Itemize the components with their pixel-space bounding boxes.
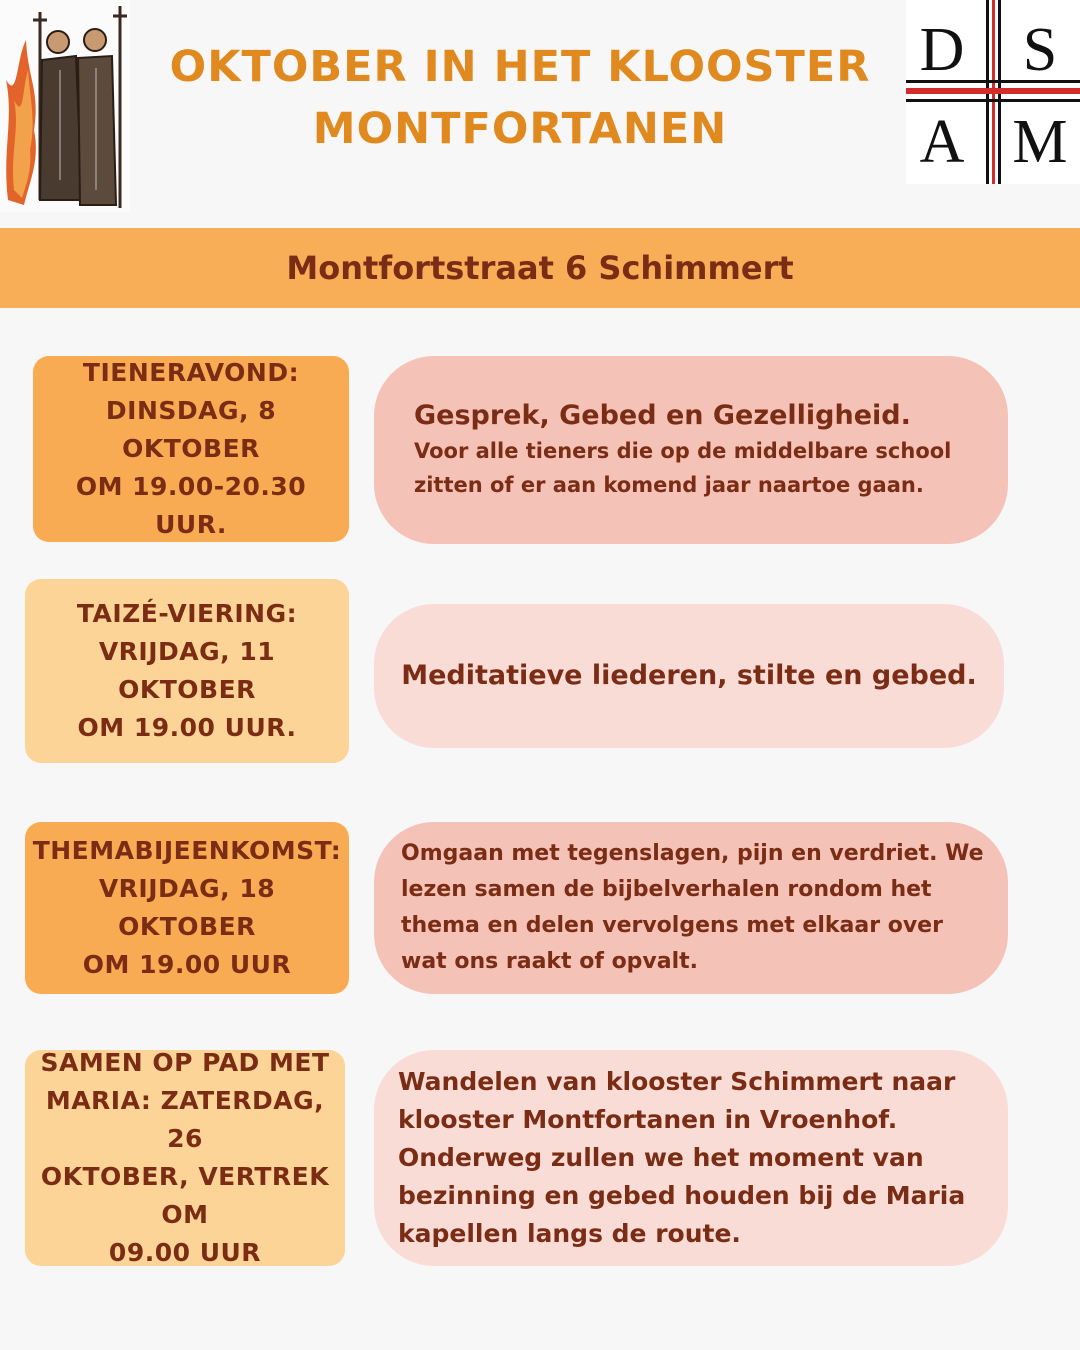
logo-letter-m: M [1012, 108, 1068, 176]
dsam-logo [906, 0, 1080, 184]
page-title [150, 36, 890, 160]
event-date-4: SAMEN OP PAD MET MARIA: ZATERDAG, 26 OKTOBER, VERTREK OM 09.00 UUR [40, 1048, 330, 1267]
logo-letter-s: S [1022, 16, 1058, 84]
address-text: Montfortstraat 6 Schimmert [286, 249, 794, 287]
event-date-3: THEMABIJEENKOMST: VRIJDAG, 18 OKTOBER OM 19.00 UUR [32, 836, 342, 979]
logo-letter-d: D [919, 16, 965, 84]
title-line-2: MONTFORTANEN [312, 104, 728, 154]
event-description-box-4 [374, 1050, 1008, 1266]
event-text-2: Meditatieve liederen, stilte en gebed. [401, 660, 977, 691]
event-date-box-1 [33, 356, 349, 542]
title-line-1: OKTOBER IN HET KLOOSTER [169, 42, 871, 92]
event-description-box-2 [374, 604, 1004, 748]
event-date-2: TAIZÉ-VIERING: VRIJDAG, 11 OKTOBER OM 19.00 UUR. [76, 599, 298, 742]
event-text-4: Wandelen van klooster Schimmert naar klooster Montfortanen in Vroenhof. Onderweg zullen we het moment van bezinning en gebed houden bij de Maria kapellen langs de route. [398, 1067, 966, 1248]
logo-letter-a: A [919, 108, 965, 176]
event-date-box-2 [25, 579, 349, 763]
event-text-1: Voor alle tieners die op de middelbare school zitten of er aan komend jaar naartoe gaan. [414, 439, 952, 497]
event-text-3: Omgaan met tegenslagen, pijn en verdriet. We lezen samen de bijbelverhalen rondom het thema en delen vervolgens met elkaar over wat ons raakt of opvalt. [401, 841, 984, 974]
event-date-box-3 [25, 822, 349, 994]
saints-illustration [0, 0, 130, 212]
event-description-box-3 [374, 822, 1008, 994]
address-banner [0, 228, 1080, 308]
event-heading-1: Gesprek, Gebed en Gezelligheid. [414, 400, 911, 431]
event-date-box-4 [25, 1050, 345, 1266]
event-date-1: TIENERAVOND: DINSDAG, 8 OKTOBER OM 19.00-20.30 UUR. [75, 358, 307, 539]
event-description-box-1 [374, 356, 1008, 544]
